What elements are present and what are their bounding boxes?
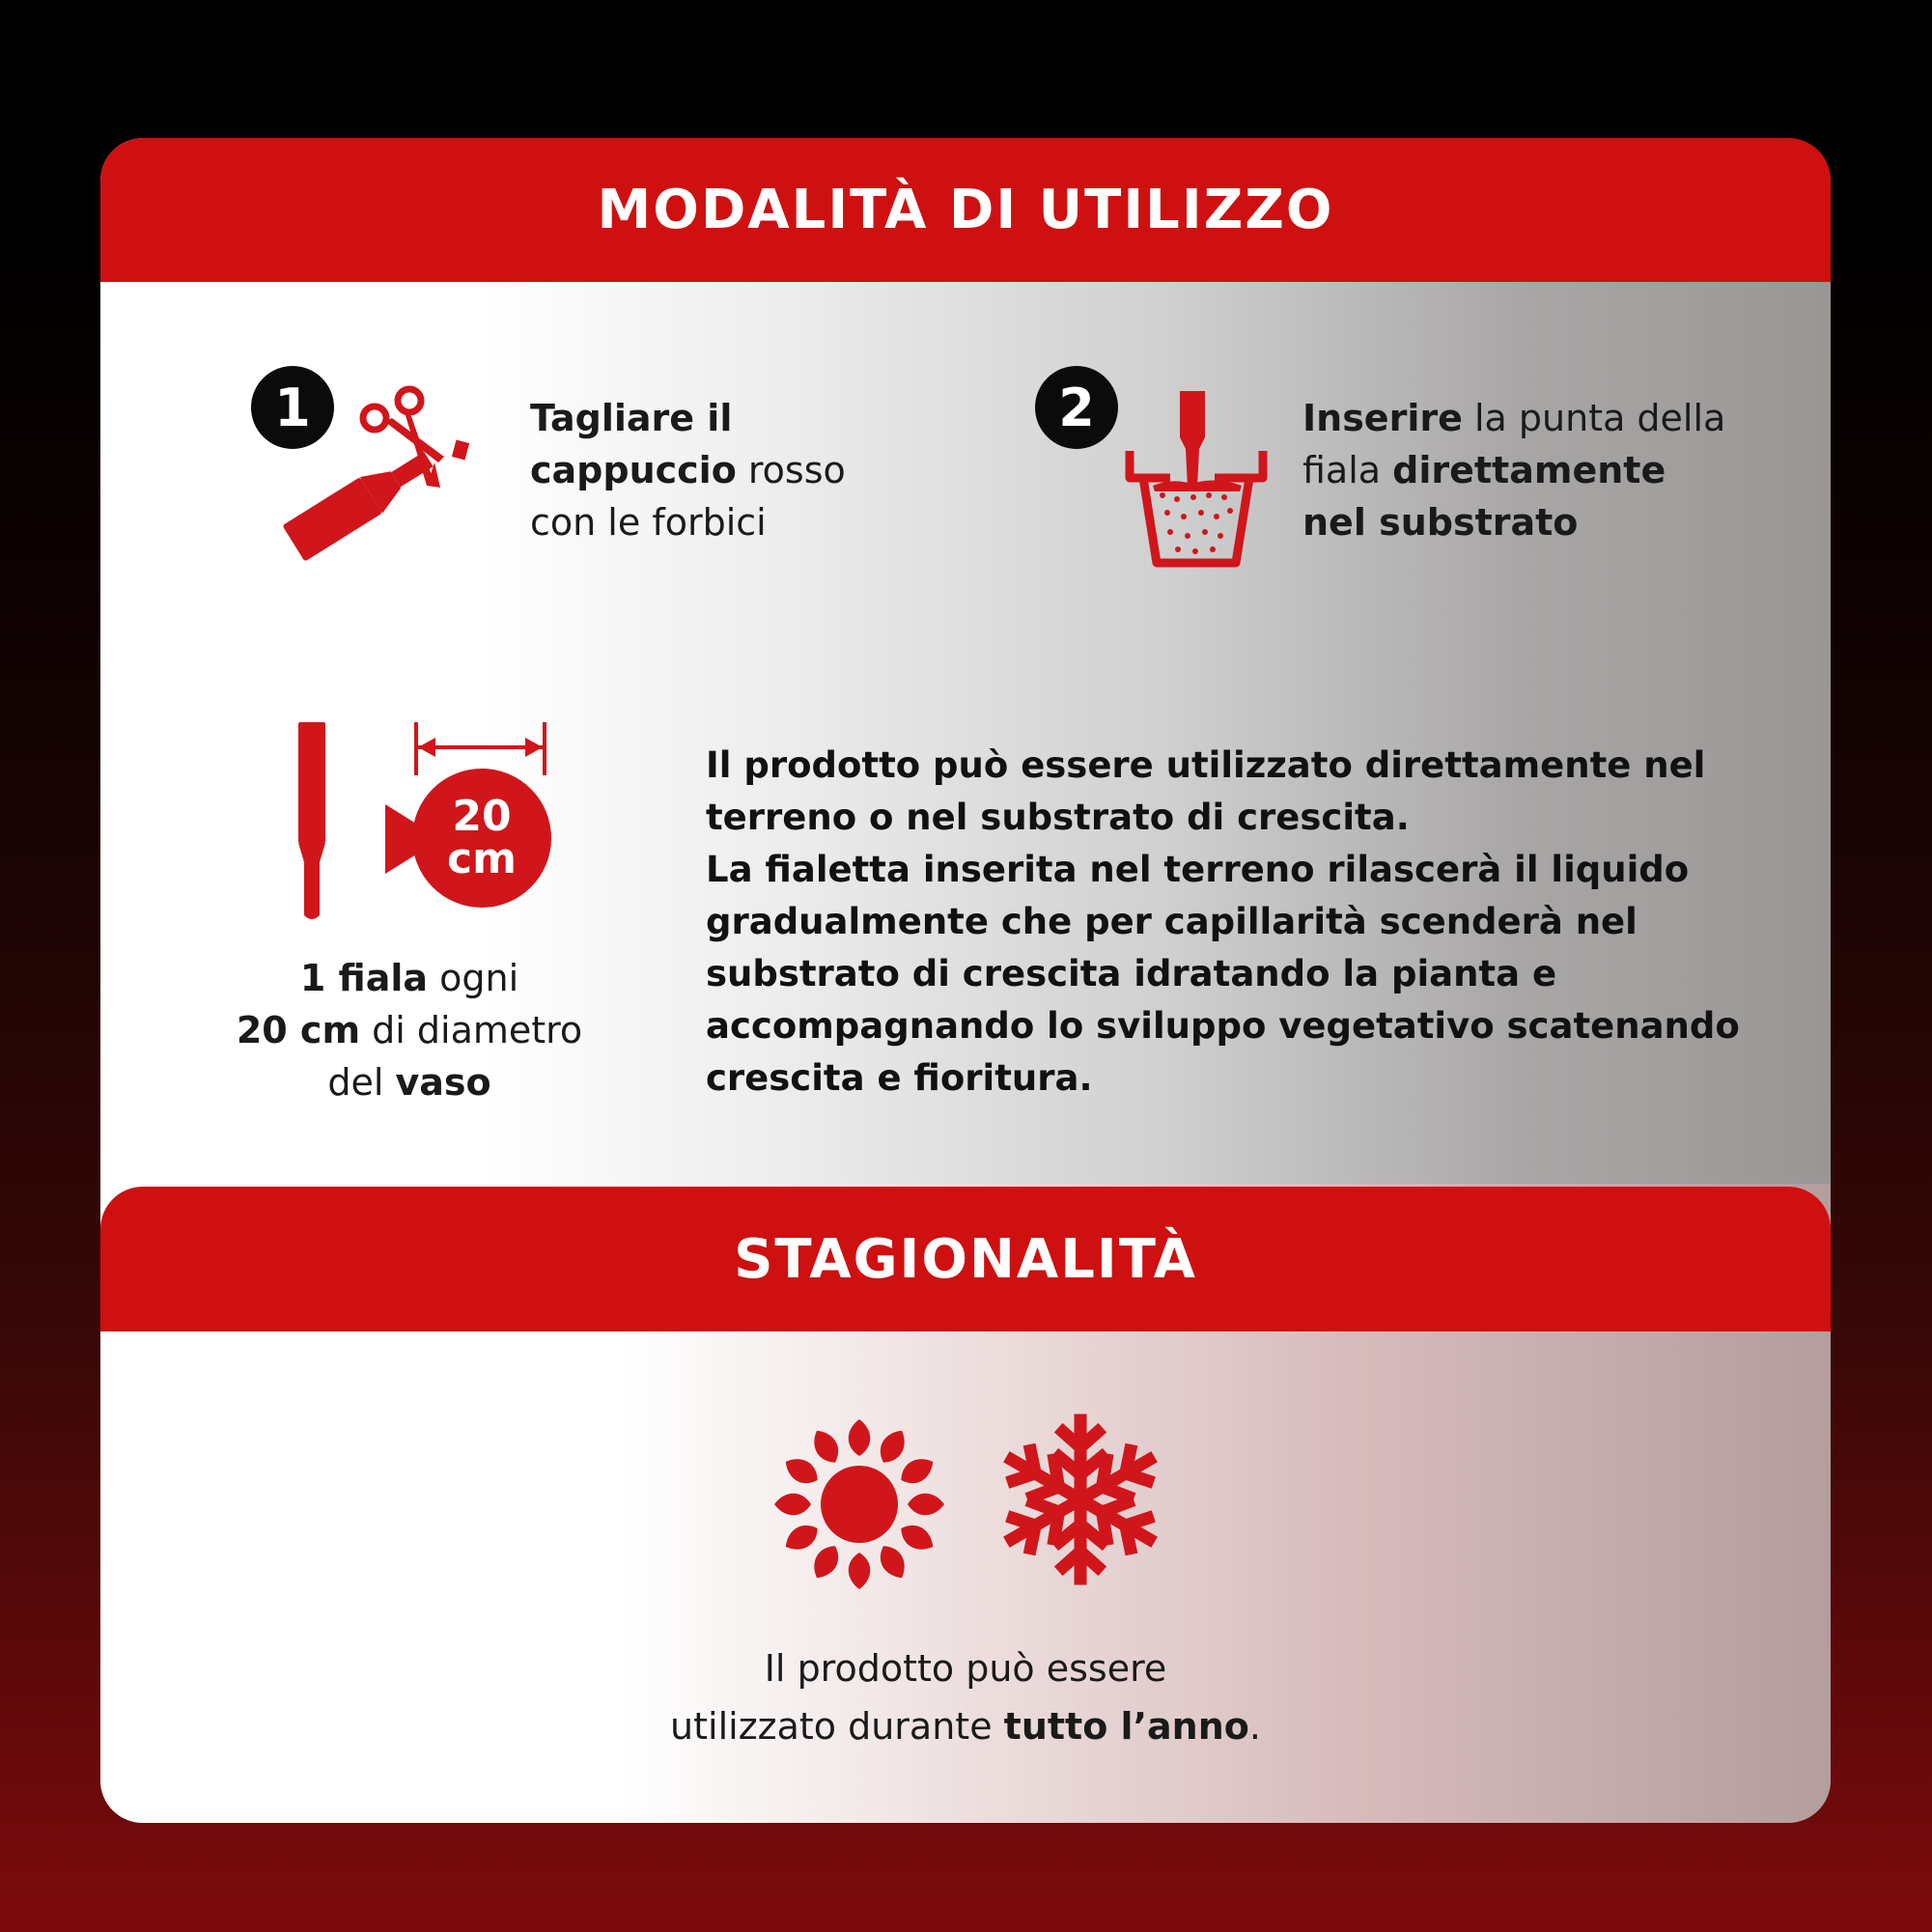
- vial-in-pot-icon: [1124, 391, 1269, 584]
- description-line-5: substrato di crescita idratando la pianta e: [706, 953, 1557, 994]
- description-line-6: accompagnando lo sviluppo vegetativo scatenando: [706, 1005, 1740, 1047]
- dosage-bold-3: vaso: [395, 1061, 491, 1104]
- step-2-badge: 2: [1035, 366, 1118, 449]
- sun-icon: [772, 1417, 946, 1591]
- season-banner: [100, 1187, 1831, 1331]
- dosage-normal-2: di diametro: [360, 1009, 583, 1051]
- scissors-bottle-icon: [265, 379, 516, 592]
- description-line-7: crescita e fioritura.: [706, 1057, 1093, 1099]
- step-2-text: [1302, 392, 1725, 548]
- step-2-bold-3: nel substrato: [1302, 501, 1579, 544]
- season-end: .: [1248, 1705, 1261, 1748]
- season-line-1: Il prodotto può essere: [764, 1647, 1167, 1690]
- step-1-normal-1: rosso: [736, 449, 846, 491]
- step-2-bold-2: direttamente: [1392, 449, 1666, 491]
- description-line-3: La fialetta inserita nel terreno rilascerà il liquido: [706, 849, 1690, 890]
- step-1-badge: 1: [251, 366, 334, 449]
- diameter-value: 20: [452, 792, 512, 841]
- dosage-normal-1: ogni: [428, 957, 519, 999]
- season-normal: utilizzato durante: [670, 1705, 1004, 1748]
- diameter-label: [412, 792, 551, 883]
- usage-title: MODALITÀ DI UTILIZZO: [597, 179, 1334, 241]
- step-1-bold-2: cappuccio: [530, 449, 737, 491]
- description-paragraph: [706, 740, 1797, 1105]
- instructions-card: [100, 138, 1831, 1823]
- season-text: [100, 1639, 1831, 1755]
- step-2-normal-1: la punta della: [1462, 397, 1726, 439]
- season-line-2: [100, 1697, 1831, 1755]
- description-line-2: terreno o nel substrato di crescita.: [706, 797, 1410, 838]
- diameter-unit: cm: [447, 834, 517, 883]
- description-line-1: Il prodotto può essere utilizzato direttamente nel: [706, 744, 1706, 786]
- step-1-bold-1: Tagliare il: [530, 397, 733, 439]
- step-2-bold-1: Inserire: [1302, 397, 1463, 439]
- season-title: STAGIONALITÀ: [734, 1227, 1197, 1291]
- step-2-normal-2: fiala: [1302, 449, 1393, 491]
- description-line-4: gradualmente che per capillarità scenderà nel: [706, 901, 1638, 942]
- snowflake-icon: [998, 1408, 1162, 1591]
- step-1-text: [530, 392, 846, 548]
- dosage-text: [226, 952, 593, 1108]
- dosage-bold-1: 1 fiala: [299, 957, 429, 999]
- dosage-bold-2: 20 cm: [236, 1009, 361, 1051]
- dosage-normal-3: del: [327, 1061, 396, 1104]
- usage-banner: [100, 138, 1831, 282]
- step-1-normal-2: con le forbici: [530, 501, 767, 544]
- season-bold: tutto l’anno: [1003, 1705, 1249, 1748]
